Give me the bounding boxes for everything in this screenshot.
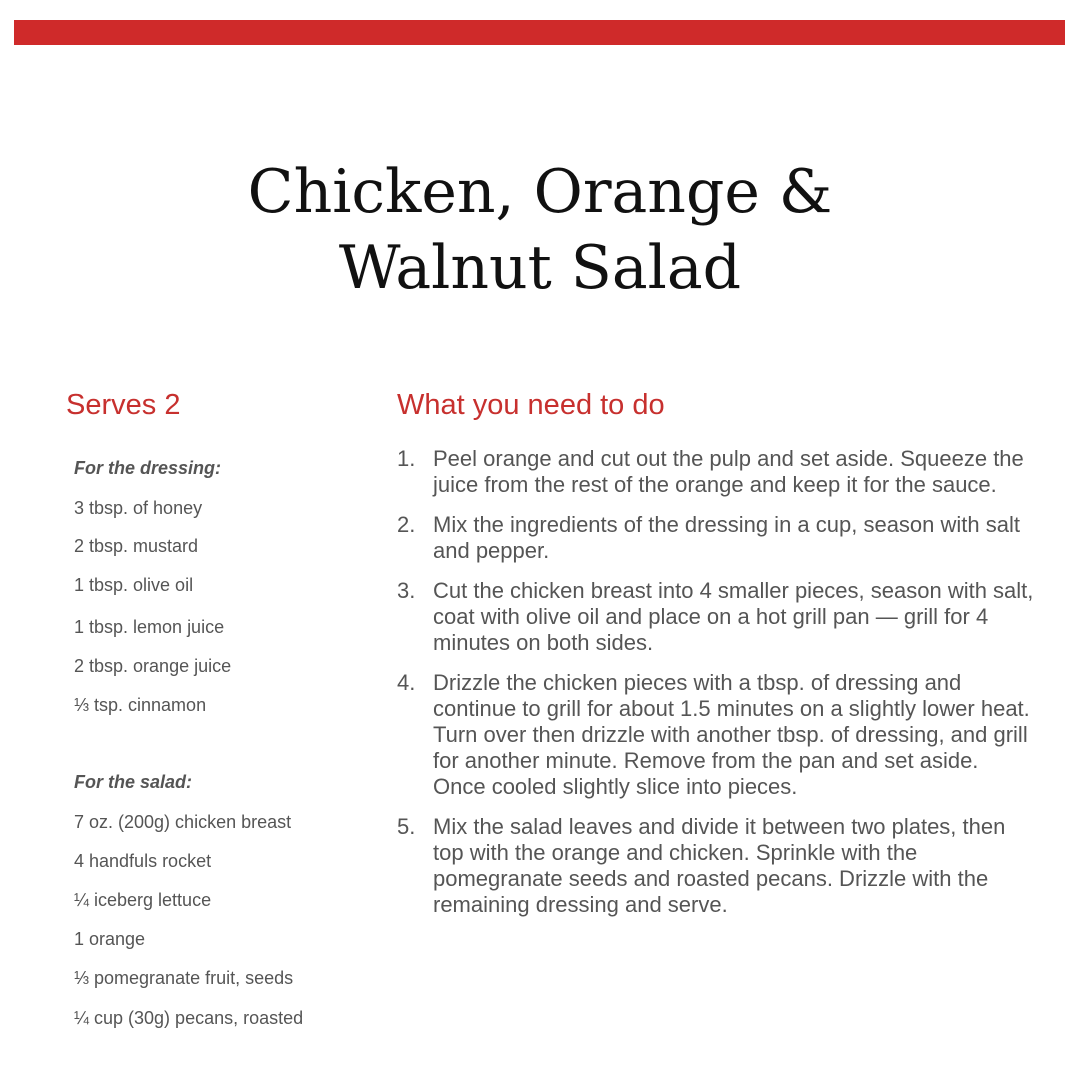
- ingredient-item: 2 tbsp. mustard: [74, 536, 199, 556]
- ingredient-item: ⅓ pomegranate fruit, seeds: [74, 968, 294, 988]
- instructions-heading: What you need to do: [397, 389, 665, 421]
- instruction-step: [397, 446, 1037, 498]
- recipe-title-line-1: Chicken, Orange &: [247, 157, 833, 227]
- ingredient-item: 7 oz. (200g) chicken breast: [74, 812, 292, 832]
- step-text: Peel orange and cut out the pulp and set aside. Squeeze the juice from the rest of the orange and keep it for the sauce.: [433, 446, 1024, 497]
- ingredient-item: 1 orange: [74, 929, 146, 949]
- instruction-step: [397, 578, 1037, 656]
- instructions-column: [397, 388, 1037, 917]
- instruction-step: [397, 512, 1037, 564]
- step-number: 2.: [397, 512, 416, 537]
- step-text: Drizzle the chicken pieces with a tbsp. of dressing and continue to grill for about 1.5 minutes on a slightly lower heat. Turn over then drizzle with another tbsp. of dressing, and grill for another minute. Remove from the pan and set aside. Once cooled slightly slice into pieces.: [433, 670, 1030, 799]
- step-text: Mix the salad leaves and divide it between two plates, then top with the orange and chicken. Sprinkle with the pomegranate seeds and roasted pecans. Drizzle with the remaining dressing and serve.: [433, 814, 1006, 917]
- instruction-step: [397, 670, 1037, 800]
- ingredients-column: [66, 388, 366, 1028]
- serves-heading: Serves 2: [66, 389, 181, 421]
- recipe-title: [0, 154, 1080, 306]
- dressing-label: For the dressing:: [74, 458, 222, 478]
- step-number: 3.: [397, 578, 416, 603]
- ingredient-item: 1 tbsp. lemon juice: [74, 617, 225, 637]
- ingredient-item: 3 tbsp. of honey: [74, 498, 203, 518]
- ingredient-item: ⅓ tsp. cinnamon: [74, 695, 207, 715]
- ingredient-item: ¼ iceberg lettuce: [74, 890, 212, 910]
- ingredient-item: 2 tbsp. orange juice: [74, 656, 232, 676]
- step-number: 5.: [397, 814, 416, 839]
- step-text: Mix the ingredients of the dressing in a cup, season with salt and pepper.: [433, 512, 1020, 563]
- ingredient-item: ¼ cup (30g) pecans, roasted: [74, 1008, 304, 1028]
- ingredient-item: 1 tbsp. olive oil: [74, 575, 194, 595]
- instructions-list: [397, 446, 1037, 932]
- instruction-step: [397, 814, 1037, 918]
- step-text: Cut the chicken breast into 4 smaller pieces, season with salt, coat with olive oil and place on a hot grill pan — grill for 4 minutes on both sides.: [433, 578, 1034, 655]
- recipe-title-line-2: Walnut Salad: [338, 233, 742, 303]
- step-number: 1.: [397, 446, 416, 471]
- ingredient-item: 4 handfuls rocket: [74, 851, 212, 871]
- salad-label: For the salad:: [74, 772, 193, 792]
- step-number: 4.: [397, 670, 416, 695]
- top-accent-bar: [14, 20, 1065, 45]
